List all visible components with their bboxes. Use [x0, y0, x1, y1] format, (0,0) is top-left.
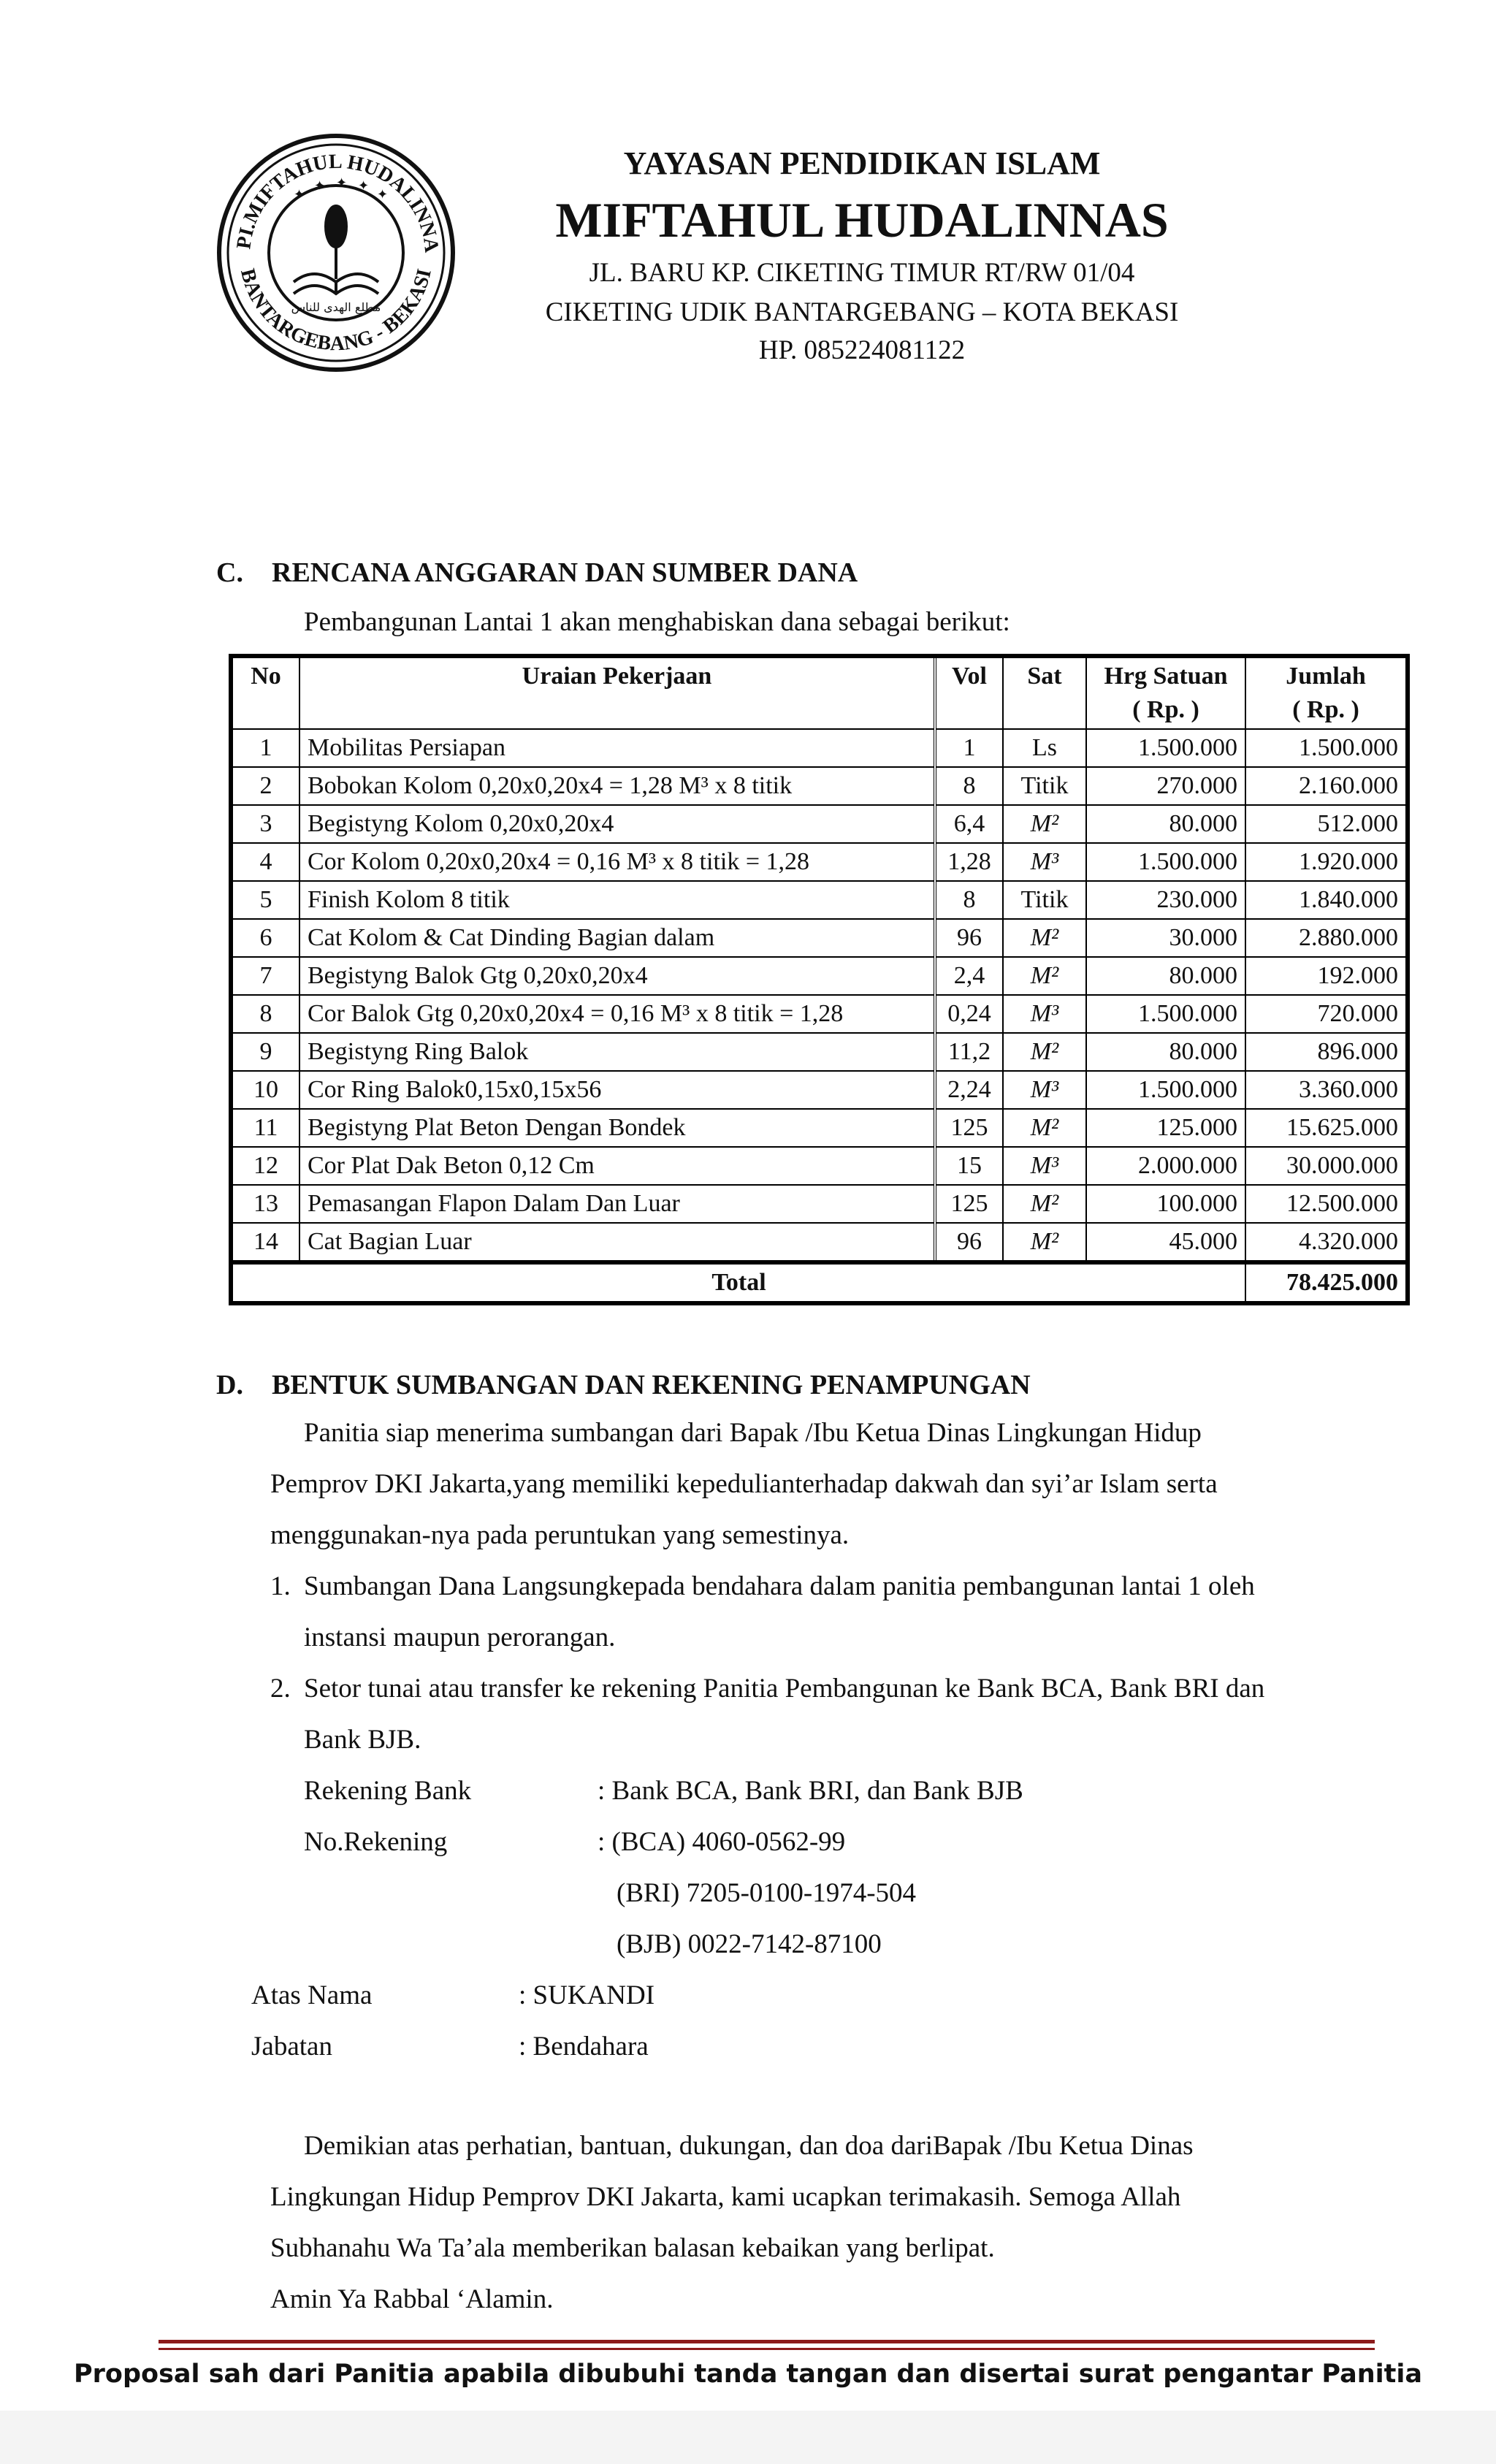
phone-number: HP. 085224081122 [758, 335, 966, 365]
row-vol: 8 [935, 881, 1003, 919]
school-name: MIFTAHUL HUDALINNAS [555, 192, 1169, 248]
table-row [231, 843, 1408, 881]
row-price: 100.000 [1086, 1185, 1245, 1223]
table-row [231, 805, 1408, 843]
svg-text:✦: ✦ [294, 187, 305, 202]
section-d-letter: D. [216, 1370, 243, 1400]
row-vol: 1 [935, 729, 1003, 767]
table-row [231, 1223, 1408, 1262]
table-row [231, 1071, 1408, 1109]
row-price: 270.000 [1086, 767, 1245, 805]
table-row [231, 881, 1408, 919]
header-total [1245, 656, 1408, 729]
total-label: Total [231, 1262, 1245, 1303]
row-vol: 1,28 [935, 843, 1003, 881]
address-line-1: JL. BARU KP. CIKETING TIMUR RT/RW 01/04 [589, 258, 1135, 288]
row-vol: 96 [935, 919, 1003, 957]
row-price: 45.000 [1086, 1223, 1245, 1262]
list-item-2-number: 2. [270, 1674, 291, 1704]
row-price: 125.000 [1086, 1109, 1245, 1147]
account-label: No.Rekening [304, 1827, 448, 1857]
row-sat: M² [1003, 919, 1086, 957]
section-d-title: BENTUK SUMBANGAN DAN REKENING PENAMPUNGAN [272, 1370, 1031, 1400]
position-value: : Bendahara [519, 2032, 649, 2061]
table-row [231, 1033, 1408, 1071]
row-desc: Cor Ring Balok0,15x0,15x56 [299, 1071, 935, 1109]
bank-value: : Bank BCA, Bank BRI, dan Bank BJB [598, 1776, 1023, 1806]
row-total: 512.000 [1245, 805, 1408, 843]
row-no: 8 [231, 995, 299, 1033]
budget-table [229, 654, 1410, 1305]
section-c-heading [216, 557, 858, 589]
total-value: 78.425.000 [1245, 1262, 1408, 1303]
row-price: 80.000 [1086, 957, 1245, 995]
header-total-line2: ( Rp. ) [1292, 696, 1359, 723]
row-sat: M² [1003, 805, 1086, 843]
header-price [1086, 656, 1245, 729]
row-vol: 6,4 [935, 805, 1003, 843]
row-total: 1.840.000 [1245, 881, 1408, 919]
row-no: 12 [231, 1147, 299, 1185]
account-holder-value: : SUKANDI [519, 1980, 655, 2010]
row-desc: Begistyng Plat Beton Dengan Bondek [299, 1109, 935, 1147]
row-vol: 125 [935, 1109, 1003, 1147]
school-seal-logo [212, 110, 460, 396]
row-no: 4 [231, 843, 299, 881]
header-desc: Uraian Pekerjaan [299, 656, 935, 729]
row-price: 1.500.000 [1086, 729, 1245, 767]
section-d-heading [216, 1369, 1031, 1401]
row-vol: 15 [935, 1147, 1003, 1185]
position-label: Jabatan [251, 2032, 332, 2061]
row-desc: Begistyng Ring Balok [299, 1033, 935, 1071]
section-c-letter: C. [216, 557, 243, 588]
row-price: 230.000 [1086, 881, 1245, 919]
row-total: 12.500.000 [1245, 1185, 1408, 1223]
row-no: 1 [231, 729, 299, 767]
bank-label: Rekening Bank [304, 1776, 472, 1806]
row-sat: M³ [1003, 995, 1086, 1033]
table-row [231, 919, 1408, 957]
list-item-1-line1: Sumbangan Dana Langsungkepada bendahara dalam panitia pembangunan lantai 1 oleh [304, 1571, 1255, 1601]
account-bri: (BRI) 7205-0100-1974-504 [617, 1878, 917, 1908]
row-no: 11 [231, 1109, 299, 1147]
row-total: 15.625.000 [1245, 1109, 1408, 1147]
svg-text:✦: ✦ [358, 178, 370, 194]
row-total: 1.500.000 [1245, 729, 1408, 767]
foundation-name: YAYASAN PENDIDIKAN ISLAM [623, 145, 1101, 181]
row-sat: M² [1003, 1033, 1086, 1071]
row-desc: Bobokan Kolom 0,20x0,20x4 = 1,28 M³ x 8 titik [299, 767, 935, 805]
row-desc: Cat Bagian Luar [299, 1223, 935, 1262]
list-item-2-line1: Setor tunai atau transfer ke rekening Panitia Pembangunan ke Bank BCA, Bank BRI dan [304, 1674, 1265, 1704]
header-total-line1: Jumlah [1286, 663, 1366, 690]
row-desc: Mobilitas Persiapan [299, 729, 935, 767]
closing-line3: Subhanahu Wa Ta’ala memberikan balasan kebaikan yang berlipat. [270, 2233, 995, 2263]
section-c-intro: Pembangunan Lantai 1 akan menghabiskan dana sebagai berikut: [304, 607, 1010, 637]
svg-text:YPI.MIFTAHUL HUDALINNAS: PI.MIFTAHUL HUDALINNA [232, 150, 443, 254]
section-d-para-line2: Pemprov DKI Jakarta,yang memiliki kepedulianterhadap dakwah dan syi’ar Islam serta [270, 1469, 1218, 1499]
row-no: 13 [231, 1185, 299, 1223]
svg-text:✦: ✦ [314, 178, 326, 194]
row-no: 9 [231, 1033, 299, 1071]
row-vol: 8 [935, 767, 1003, 805]
account-holder-label: Atas Nama [251, 1980, 373, 2010]
row-total: 30.000.000 [1245, 1147, 1408, 1185]
row-vol: 0,24 [935, 995, 1003, 1033]
row-total: 3.360.000 [1245, 1071, 1408, 1109]
row-no: 2 [231, 767, 299, 805]
table-header-row [231, 656, 1408, 729]
account-bjb: (BJB) 0022-7142-87100 [617, 1929, 882, 1959]
row-no: 5 [231, 881, 299, 919]
row-total: 2.160.000 [1245, 767, 1408, 805]
row-desc: Cor Balok Gtg 0,20x0,20x4 = 0,16 M³ x 8 titik = 1,28 [299, 995, 935, 1033]
svg-text:✦: ✦ [336, 175, 348, 191]
row-sat: Titik [1003, 881, 1086, 919]
row-sat: M² [1003, 1185, 1086, 1223]
row-no: 6 [231, 919, 299, 957]
closing-line1: Demikian atas perhatian, bantuan, dukungan, dan doa dariBapak /Ibu Ketua Dinas [304, 2131, 1194, 2161]
row-price: 1.500.000 [1086, 843, 1245, 881]
row-sat: M² [1003, 1109, 1086, 1147]
row-no: 3 [231, 805, 299, 843]
header-sat: Sat [1003, 656, 1086, 729]
section-c-title: RENCANA ANGGARAN DAN SUMBER DANA [272, 557, 858, 588]
row-sat: M³ [1003, 1071, 1086, 1109]
closing-line4: Amin Ya Rabbal ‘Alamin. [270, 2284, 554, 2314]
row-total: 192.000 [1245, 957, 1408, 995]
row-sat: Titik [1003, 767, 1086, 805]
table-row [231, 1185, 1408, 1223]
row-vol: 96 [935, 1223, 1003, 1262]
svg-text:✦: ✦ [377, 187, 389, 202]
row-desc: Begistyng Balok Gtg 0,20x0,20x4 [299, 957, 935, 995]
table-row [231, 1147, 1408, 1185]
row-desc: Begistyng Kolom 0,20x0,20x4 [299, 805, 935, 843]
page-bottom-strip [0, 2411, 1496, 2464]
row-vol: 11,2 [935, 1033, 1003, 1071]
row-price: 80.000 [1086, 1033, 1245, 1071]
row-total: 720.000 [1245, 995, 1408, 1033]
row-desc: Cor Plat Dak Beton 0,12 Cm [299, 1147, 935, 1185]
row-price: 80.000 [1086, 805, 1245, 843]
row-sat: M² [1003, 1223, 1086, 1262]
row-total: 896.000 [1245, 1033, 1408, 1071]
row-total: 1.920.000 [1245, 843, 1408, 881]
list-item-2-line2: Bank BJB. [304, 1725, 421, 1755]
row-vol: 125 [935, 1185, 1003, 1223]
svg-text:BANTARGEBANG - BEKASI: BANTARGEBANG - BEKASI [235, 266, 436, 356]
row-vol: 2,24 [935, 1071, 1003, 1109]
row-sat: Ls [1003, 729, 1086, 767]
header-no: No [231, 656, 299, 729]
row-sat: M² [1003, 957, 1086, 995]
row-total: 4.320.000 [1245, 1223, 1408, 1262]
row-sat: M³ [1003, 1147, 1086, 1185]
header-price-line2: ( Rp. ) [1132, 696, 1199, 723]
row-desc: Cor Kolom 0,20x0,20x4 = 0,16 M³ x 8 titik = 1,28 [299, 843, 935, 881]
row-price: 1.500.000 [1086, 1071, 1245, 1109]
table-row [231, 729, 1408, 767]
list-item-1-line2: instansi maupun perorangan. [304, 1622, 616, 1652]
address-line-2: CIKETING UDIK BANTARGEBANG – KOTA BEKASI [545, 297, 1179, 327]
table-row [231, 995, 1408, 1033]
row-price: 30.000 [1086, 919, 1245, 957]
row-desc: Cat Kolom & Cat Dinding Bagian dalam [299, 919, 935, 957]
row-total: 2.880.000 [1245, 919, 1408, 957]
section-d-para-line3: menggunakan-nya pada peruntukan yang semestinya. [270, 1520, 850, 1550]
table-row [231, 957, 1408, 995]
row-no: 7 [231, 957, 299, 995]
row-sat: M³ [1003, 843, 1086, 881]
row-desc: Finish Kolom 8 titik [299, 881, 935, 919]
account-bca: : (BCA) 4060-0562-99 [598, 1827, 846, 1857]
row-vol: 2,4 [935, 957, 1003, 995]
table-row [231, 1109, 1408, 1147]
row-no: 14 [231, 1223, 299, 1262]
row-desc: Pemasangan Flapon Dalam Dan Luar [299, 1185, 935, 1223]
list-item-1-number: 1. [270, 1571, 291, 1601]
section-d-para-line1: Panitia siap menerima sumbangan dari Bapak /Ibu Ketua Dinas Lingkungan Hidup [304, 1418, 1202, 1448]
header-vol: Vol [935, 656, 1003, 729]
table-total-row [231, 1262, 1408, 1303]
svg-text:مطلع الهدى للناس: مطلع الهدى للناس [291, 300, 381, 314]
footer-note: Proposal sah dari Panitia apabila dibubuhi tanda tangan dan disertai surat pengantar Panitia [74, 2360, 1422, 2389]
header-price-line1: Hrg Satuan [1104, 663, 1228, 690]
row-price: 2.000.000 [1086, 1147, 1245, 1185]
row-no: 10 [231, 1071, 299, 1109]
footer-rule [159, 2340, 1375, 2343]
row-price: 1.500.000 [1086, 995, 1245, 1033]
table-row [231, 767, 1408, 805]
footer-rule-thin [159, 2348, 1375, 2350]
closing-line2: Lingkungan Hidup Pemprov DKI Jakarta, kami ucapkan terimakasih. Semoga Allah [270, 2182, 1181, 2212]
